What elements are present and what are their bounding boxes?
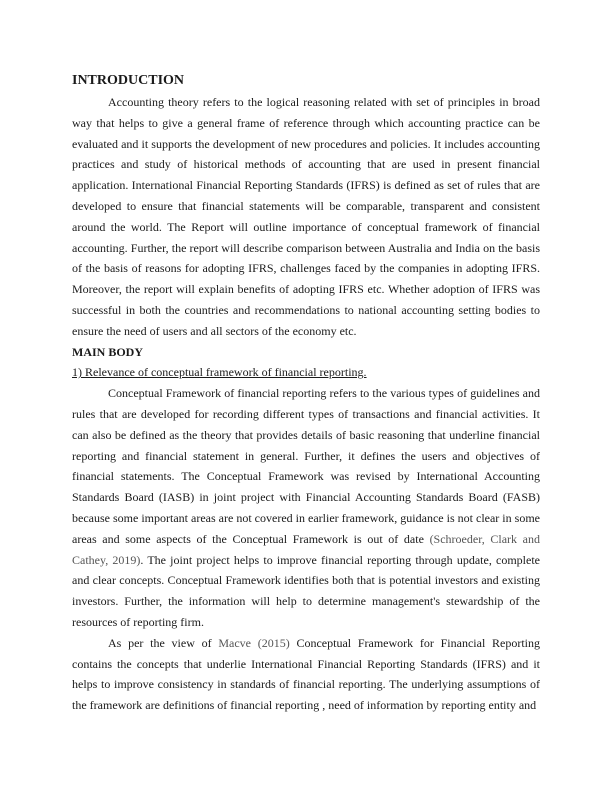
introduction-paragraph: Accounting theory refers to the logical reasoning related with set of principles in broad way that helps to give a general frame of reference through which accounting practice can be evaluated and it supports the development of new procedures and policies. It includes accounting practices and study of historical methods of accounting that are used in present financial application. International Financial Reporting Standards (IFRS) is defined as set of rules that are developed to ensure that financial statements will be comparable, transparent and consistent around the world. The Report will outline importance of conceptual framework of financial accounting. Further, the report will describe comparison between Australia and India on the basis of the basis of reasons for adopting IFRS, challenges faced by the companies in adopting IFRS. Moreover, the report will explain benefits of adopting IFRS etc. Whether adoption of IFRS was successful in both the countries and recommendations to national accounting setting bodies to ensure the need of users and all sectors of the economy etc. [72,95,540,338]
section-1-paragraph-1 [72,383,540,633]
paragraph-text: Conceptual Framework of financial reporting refers to the various types of guidelines and rules that are developed for recording different types of transactions and financial activities. It can also be defined as the theory that provides details of basic reasoning that underline financial reporting and financial statement in general. Further, it defines the users and objectives of financial statements. The Conceptual Framework was revised by International Accounting Standards Board (IASB) in joint project with Financial Accounting Standards Board (FASB) because some important areas are not covered in earlier framework, guidance is not clear in some areas and some aspects of the Conceptual Framework is out of date [72,386,540,546]
section-1-paragraph-2 [72,633,540,716]
main-body-heading: MAIN BODY [72,344,143,359]
section-1-title: 1) Relevance of conceptual framework of financial reporting. [72,365,367,380]
paragraph-text: Conceptual Framework for Financial Reporting contains the concepts that underlie International Financial Reporting Standards (IFRS) and it helps to improve consistency in standards of financial reporting. The underlying assumptions of the framework are definitions of financial reporting , need of information by reporting entity and [72,635,541,713]
document-page [72,72,540,716]
paragraph-text: As per the view of [108,635,219,650]
paragraph-text: . The joint project helps to improve financial reporting through update, complete and clear concepts. Conceptual Framework identifies both that is potential investors and existing investors. Further, the information will help to determine management's stewardship of the resources of reporting firm. [72,552,540,629]
citation-macve: Macve (2015) [218,635,290,650]
introduction-heading: INTRODUCTION [72,73,185,88]
citation-schroeder: (Schroeder, Clark and Cathey, 2019) [72,531,540,567]
